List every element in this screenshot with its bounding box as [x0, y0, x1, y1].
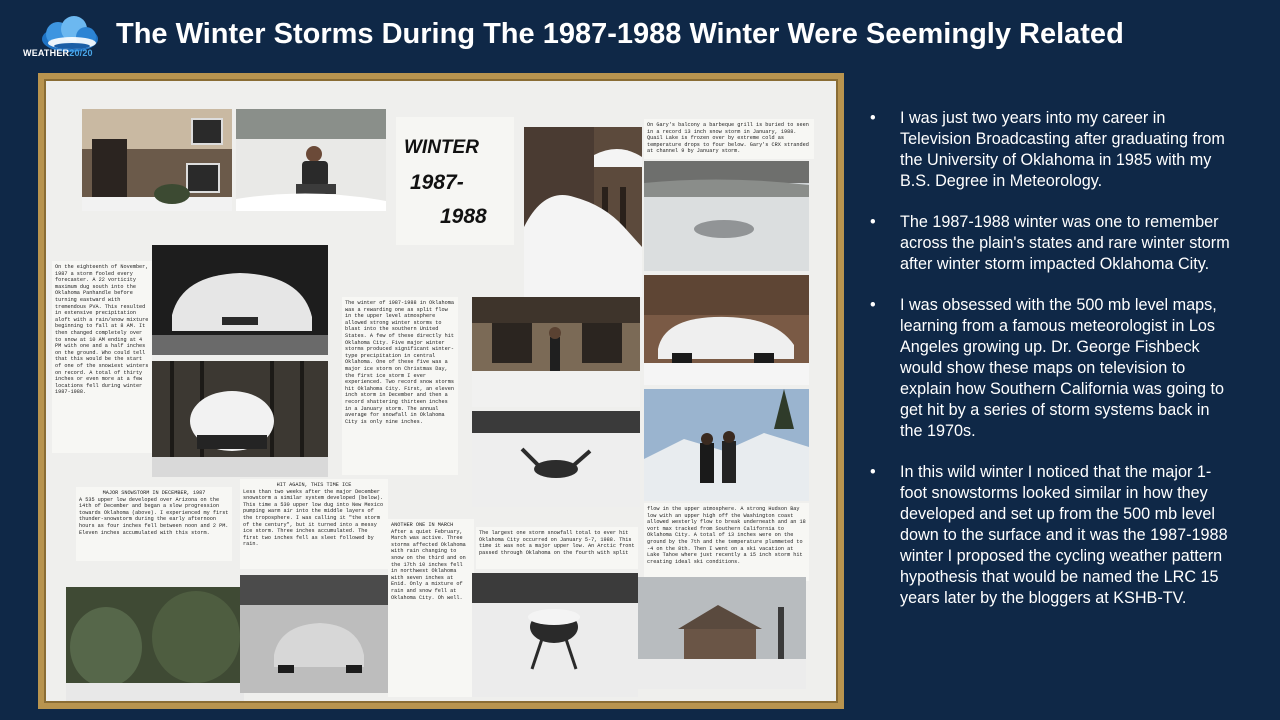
december-heading: MAJOR SNOWSTORM IN DECEMBER, 1987 [102, 490, 206, 496]
ice-body: Less than two weeks after the major December snowstorm a similar system developed (below). This time a 530 upper low dug into New Mexico pumping warm air into the middle layers of the troposphere. I was calling it "the storm of the century", but it turned into a messy ice storm. Three inches accumulated. The first two inches fell as sleet followed by rain. [243, 488, 384, 548]
bullet-text: The 1987-1988 winter was one to remember across the plain's states and rare winter storm after winter storm impacted Oklahoma City. [900, 213, 1230, 273]
bullet-text: In this wild winter I noticed that the major 1-foot snowstorms looked similar in how they developed and set up from the 500 mb level down to the surface and it was the 1987-1988 winter I proposed the cycling weather pattern hypothesis that would be named the LRC 15 years later by the bloggers at KSHB-TV. [900, 463, 1228, 607]
clip-march-storm: ANOTHER ONE IN MARCH After a quiet February, March was active. Three storms affected Oklahoma with rain changing to snow on the third and on the 17th 10 inches fell in northwest Oklahoma with seven inches at Enid. Only a mixture of rain and snow fell at Oklahoma City. Oh well. [388, 519, 474, 697]
bullet-marker: • [870, 296, 876, 314]
photo-person-yard [472, 297, 640, 407]
bullet-item [870, 295, 1230, 442]
photo-buried-car [152, 245, 328, 355]
clip-winter-summary: The winter of 1987-1988 in Oklahoma was a rewarding one as split flow in the upper level atmosphere allowed strong winter storms to blast into the southern United States. A few of these directly hit Oklahoma City. Five major winter storms produced significant winter-type precipitation in central Oklahoma. One of these five was a major ice storm on Christmas Day, the first ice storm I ever experienced. Two record snow storms hit Oklahoma City. First, an eleven inch storm in December and then a record shattering thirteen inches in a January storm. The annual average for snowfall in Oklahoma City is only nine inches. [342, 297, 458, 475]
clip-largest-snowfall: The largest one storm snowfall total to ever hit Oklahoma City occurred on January 5-7, 1988. This time it was not a major upper low. An Arctic front passed through Oklahoma on the fourth with split [476, 527, 638, 569]
photo-grill-snow [152, 361, 328, 477]
scrapbook-board [38, 73, 844, 709]
winter-year-start: 1987- [410, 171, 464, 194]
bullet-marker: • [870, 109, 876, 127]
photo-lake-tahoe [644, 389, 809, 501]
bullet-marker: • [870, 463, 876, 481]
clip-december-storm [76, 487, 232, 561]
photo-grill-yard [472, 573, 638, 697]
photo-snowy-neighborhood [638, 577, 806, 689]
bullet-marker: • [870, 213, 876, 231]
photo-snowy-truck [644, 275, 809, 385]
winter-year-end: 1988 [440, 205, 487, 228]
bullet-item [870, 108, 1230, 192]
photo-car-driveway [240, 575, 388, 693]
clip-balcony-caption: On Gary's balcony a barbeque grill is buried to seen in a record 13 inch snow storm in January, 1988. Quail Lake is frozen over by extreme cold as temperature drops to four below. Gary's CRX stranded at channel 9 by January storm. [644, 119, 814, 159]
slide-title: The Winter Storms During The 1987-1988 Winter Were Seemingly Related [116, 18, 1124, 50]
bullet-text: I was obsessed with the 500 mb level maps, learning from a famous meteorologist in Los Angeles growing up. Dr. George Fishbeck would show these maps on television to explain how Southern California was going to get hit by a series of storm systems back in the 1970s. [900, 296, 1224, 440]
ice-heading: HIT AGAIN, THIS TIME ICE [276, 482, 352, 488]
bullet-item [870, 462, 1230, 609]
december-body: A 535 upper low developed over Arizona on the 14th of December and began a slow progression towards Oklahoma (above). I experienced my first thunder-snowstorm during the early afternoon hours as four inches fell between noon and 2 PM. Eleven inches accumulated with this storm. [79, 496, 229, 536]
bullet-list [870, 108, 1230, 629]
logo-accent: 20/20 [69, 48, 93, 58]
photo-balcony-drift [524, 127, 642, 297]
logo-wordmark [23, 48, 93, 58]
clip-ice-storm [240, 479, 388, 569]
photo-snowy-shrubs [66, 587, 244, 701]
photo-snow-angel [472, 411, 640, 507]
winter-label: WINTER [404, 137, 479, 158]
clip-upper-flow: flow in the upper atmosphere. A strong Hudson Bay low with an upper high off the Washington coast allowed westerly flow to break underneath and an 18 vort max tracked from Southern California to Oklahoma City. A total of 13 inches were on the ground by the 7th and the temperature plummeted to -4 on the 8th. Then I went on a ski vacation at Lake Tahoe where just recently a 15 inch storm hit creating ideal ski conditions. [644, 503, 809, 581]
photo-house [82, 109, 232, 211]
bullet-text: I was just two years into my career in Television Broadcasting after graduating from the University of Oklahoma in 1985 with my B.S. Degree in Meteorology. [900, 109, 1225, 190]
clip-november-storm: On the eighteenth of November, 1987 a storm fooled every forecaster. A 22 vorticity maximum dug south into the Oklahoma Panhandle before turning eastward with tremendous PVA. This resulted in extensive precipitation aloft with a rain/snow mixture beginning to fall at 8 AM. It then changed completely over to snow at 10 AM ending at 4 PM with one and a half inches on the ground. Who could tell that this would be the start of one of the snowiest winters on record. A total of thirty inches or even more at a few locations fell during winter 1987-1988. [52, 261, 152, 453]
photo-man-snow [236, 109, 386, 211]
logo-word: WEATHER [23, 48, 70, 58]
photo-frozen-lake [644, 161, 809, 271]
bullet-item [870, 212, 1230, 275]
